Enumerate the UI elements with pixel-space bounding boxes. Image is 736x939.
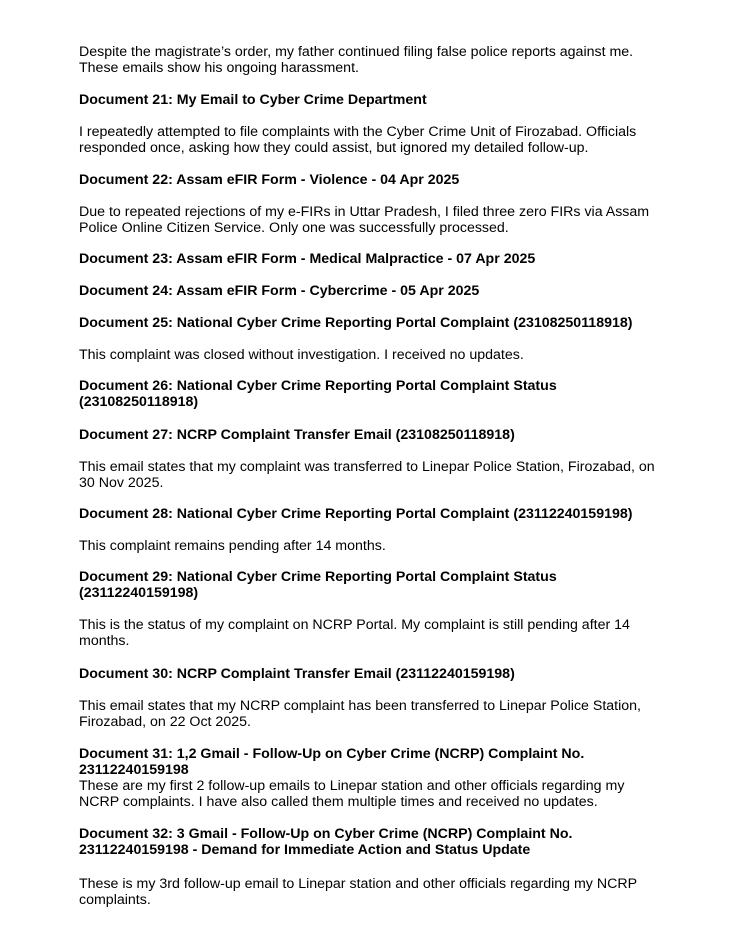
- heading-document-27: Document 27: NCRP Complaint Transfer Email (23108250118918): [79, 427, 515, 443]
- paragraph-document-30: This email states that my NCRP complaint has been transferred to Linepar Police Station, Firozabad, on 22 Oct 2025.: [79, 698, 641, 731]
- heading-document-23: Document 23: Assam eFIR Form - Medical Malpractice - 07 Apr 2025: [79, 251, 536, 267]
- heading-document-26: Document 26: National Cyber Crime Reporting Portal Complaint Status (23108250118918): [79, 378, 557, 411]
- paragraph-intro: Despite the magistrate’s order, my father continued filing false police reports against me. These emails show his ongoing harassment.: [79, 44, 634, 77]
- heading-document-31: Document 31: 1,2 Gmail - Follow-Up on Cyber Crime (NCRP) Complaint No. 23112240159198: [79, 746, 585, 779]
- heading-document-22: Document 22: Assam eFIR Form - Violence - 04 Apr 2025: [79, 172, 460, 188]
- heading-document-32: Document 32: 3 Gmail - Follow-Up on Cyber Crime (NCRP) Complaint No. 23112240159198 - Demand for Immediate Action and Status Update: [79, 826, 573, 859]
- heading-document-30: Document 30: NCRP Complaint Transfer Email (23112240159198): [79, 666, 515, 682]
- heading-document-29: Document 29: National Cyber Crime Reporting Portal Complaint Status (23112240159198): [79, 569, 557, 602]
- paragraph-document-21: I repeatedly attempted to file complaints with the Cyber Crime Unit of Firozabad. Officials responded once, asking how they could assist, but ignored my detailed follow-up.: [79, 124, 637, 157]
- paragraph-document-25: This complaint was closed without investigation. I received no updates.: [79, 347, 524, 363]
- paragraph-document-32: These is my 3rd follow-up email to Linepar station and other officials regarding my NCRP complaints.: [79, 876, 637, 909]
- paragraph-document-22: Due to repeated rejections of my e-FIRs in Uttar Pradesh, I filed three zero FIRs via Assam Police Online Citizen Service. Only one was successfully processed.: [79, 204, 650, 237]
- heading-document-28: Document 28: National Cyber Crime Reporting Portal Complaint (23112240159198): [79, 506, 633, 522]
- paragraph-document-31: These are my first 2 follow-up emails to Linepar station and other officials regarding my NCRP complaints. I have also called them multiple times and received no updates.: [79, 778, 625, 811]
- heading-document-21: Document 21: My Email to Cyber Crime Department: [79, 92, 427, 108]
- paragraph-document-29: This is the status of my complaint on NCRP Portal. My complaint is still pending after 14 months.: [79, 617, 630, 650]
- paragraph-document-27: This email states that my complaint was transferred to Linepar Police Station, Firozabad, on 30 Nov 2025.: [79, 459, 655, 492]
- paragraph-document-28: This complaint remains pending after 14 months.: [79, 538, 386, 554]
- heading-document-24: Document 24: Assam eFIR Form - Cybercrime - 05 Apr 2025: [79, 283, 480, 299]
- heading-document-25: Document 25: National Cyber Crime Reporting Portal Complaint (23108250118918): [79, 315, 633, 331]
